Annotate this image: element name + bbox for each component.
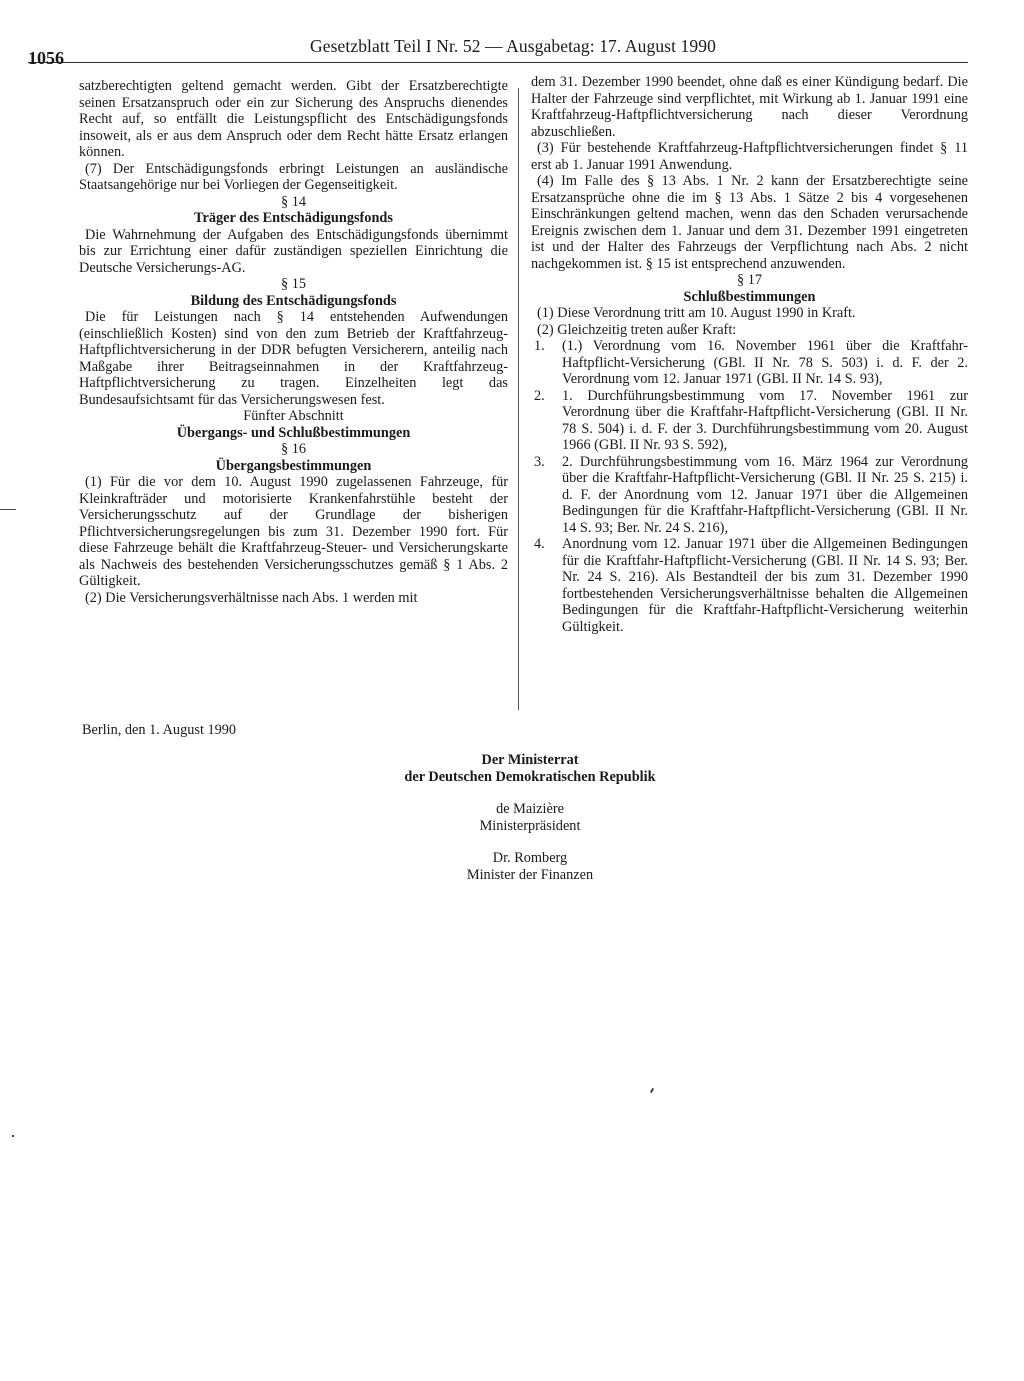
section-17-title: Schlußbestimmungen [683,288,816,305]
list-item-text: 2. Durchführungsbestimmung vom 16. März 1964 zur Verordnung über die Kraftfahr-Haftpflicht-Versicherung (GBl. II Nr. 25 S. 215) i. d. F. der Anordnung vom 12. Januar 1971 über die Allgemeinen Bedingungen für die Kraftfahr-Haftpflicht-Versicherung (GBl. II Nr. 14 S. 93; Ber. Nr. 24 S. 216), [562,453,968,536]
column-divider [518,88,519,710]
signatory-name: de Maizière [496,801,564,817]
right-column [531,74,968,635]
page-header [28,36,968,68]
place-and-date: Berlin, den 1. August 1990 [82,722,237,738]
section-17-paragraph-2: (2) Gleichzeitig treten außer Kraft: [537,321,737,338]
section-16-paragraph-1: (1) Für die vor dem 10. August 1990 zugelassenen Fahrzeuge, für Kleinkrafträder und motorisierte Krankenfahrstühle besteht der Versicherungsschutz auf der Grundlage der bisherigen Pflichtversicherungsregelungen bis zum 31. Dezember 1990 fort. Für diese Fahrzeuge behält die Kraftfahrzeug-Steuer- und Versicherungskarte als Nachweis des bestehenden Versicherungsschutzes gemäß § 1 Abs. 2 Gültigkeit. [79,474,508,589]
signatory-name: Dr. Romberg [492,850,568,866]
list-item-text: Anordnung vom 12. Januar 1971 über die Allgemeinen Bedingungen für die Kraftfahr-Haftpflicht-Versicherung (GBl. II Nr. 14 S. 93; Ber. Nr. 24 S. 216). Als Bestandteil der bis zum 31. Dezember 1990 fortbestehenden Versicherungsverhältnisse behalten die Allgemeinen Bedingungen für die Kraftfahr-Haftpflicht-Versicherung weiterhin Gültigkeit. [562,536,968,635]
margin-tick-mark [0,509,16,510]
scan-speck [650,1088,654,1093]
list-item-text: 1. Durchführungsbestimmung vom 17. November 1961 zur Verordnung über die Kraftfahr-Haftpflicht-Versicherung (GBl. II Nr. 78 S. 504) i. d. F. der 3. Durchführungsbestimmung vom 20. August 1966 (GBl. II Nr. 93 S. 592), [562,387,968,453]
left-column [79,78,508,606]
signatory-prime-minister [300,801,760,834]
paragraph-7: (7) Der Entschädigungsfonds erbringt Leistungen an ausländische Staatsangehörige nur bei Vorliegen der Gegenseitigkeit. [79,160,508,193]
signatory-finance-minister [300,850,760,883]
section-17-number: § 17 [736,272,763,288]
section-16-paragraph-2-start: (2) Die Versicherungsverhältnisse nach Abs. 1 werden mit [85,589,418,606]
part-5-title: Übergangs- und Schlußbestimmungen [176,424,411,441]
list-item [531,454,968,537]
list-item-number: 4. [534,536,545,552]
section-16-paragraph-2-continued: dem 31. Dezember 1990 beendet, ohne daß es einer Kündigung bedarf. Die Halter der Fahrzeuge sind verpflichtet, mit Wirkung ab 1. Januar 1991 eine Kraftfahrzeug-Haftpflichtversicherung nach dieser Verordnung abzuschließen. [531,74,968,140]
section-16-title: Übergangsbestimmungen [215,457,372,474]
issuing-body-line-2: der Deutschen Demokratischen Republik [404,768,656,785]
section-15-number: § 15 [280,276,307,292]
page-number: 1056 [28,48,64,68]
signatory-title: Minister der Finanzen [466,866,594,883]
section-14-number: § 14 [280,193,307,210]
scan-speck [12,1135,14,1137]
list-item-number: 2. [534,387,545,404]
section-14-title: Träger des Entschädigungsfonds [194,210,393,226]
paragraph-6-continued: satzberechtigten geltend gemacht werden. Gibt der Ersatzberechtigte seinen Ersatzanspruch oder ein zur Sicherung des Anspruchs dienendes Recht auf, so entfällt die Leistungspflicht des Entschädigungsfonds insoweit, als er aus dem Anspruch oder dem Recht hätte Ersatz erlangen können. [79,78,508,160]
part-5-label: Fünfter Abschnitt [243,408,344,424]
section-16-number: § 16 [280,441,307,457]
list-item-number: 3. [534,453,545,470]
list-item [531,536,968,635]
section-16-paragraph-4: (4) Im Falle des § 13 Abs. 1 Nr. 2 kann der Ersatzberechtigte seine Ersatzansprüche ohne die im § 13 Abs. 1 Sätze 2 bis 4 vorgesehenen Einschränkungen geltend machen, wenn das den Schaden verursachende Ereignis zwischen dem 1. Januar und dem 31. Dezember 1991 eingetreten ist und der Halter des Fahrzeugs der Verpflichtung nach Abs. 2 nicht nachgekommen ist. § 15 ist entsprechend anzuwenden. [531,173,968,272]
issuing-body [300,752,760,785]
repealed-acts-list [531,338,968,635]
issuing-body-line-1: Der Ministerrat [481,752,579,768]
list-item-number: 1. [534,338,545,354]
list-item [531,388,968,454]
section-17-paragraph-1: (1) Diese Verordnung tritt am 10. August 1990 in Kraft. [537,305,856,321]
signatory-title: Ministerpräsident [479,817,581,834]
section-15-title: Bildung des Entschädigungsfonds [190,292,397,309]
list-item [531,338,968,388]
section-16-paragraph-3: (3) Für bestehende Kraftfahrzeug-Haftpflichtversicherungen findet § 11 erst ab 1. Januar 1991 Anwendung. [531,140,968,173]
section-15-text: Die für Leistungen nach § 14 entstehenden Aufwendungen (einschließlich Kosten) sind von den zum Betrieb der Kraftfahrzeug-Haftpflichtversicherung in der DDR befugten Versicherern, anteilig nach Maßgabe ihrer Beitragseinnahmen in der Kraftfahrzeug-Haftpflichtversicherung zu tragen. Einzelheiten legt das Bundesaufsichtsamt für das Versicherungswesen fest. [79,309,508,408]
section-14-text: Die Wahrnehmung der Aufgaben des Entschädigungsfonds übernimmt bis zur Errichtung einer dafür zuständigen speziellen Einrichtung die Deutsche Versicherungs-AG. [79,226,508,276]
list-item-text: (1.) Verordnung vom 16. November 1961 über die Kraftfahr-Haftpflicht-Versicherung (GBl. II Nr. 78 S. 503) i. d. F. der 2. Verordnung vom 12. Januar 1971 (GBl. II Nr. 14 S. 93), [562,338,968,387]
running-title: Gesetzblatt Teil I Nr. 52 — Ausgabetag: 17. August 1990 [310,36,716,56]
